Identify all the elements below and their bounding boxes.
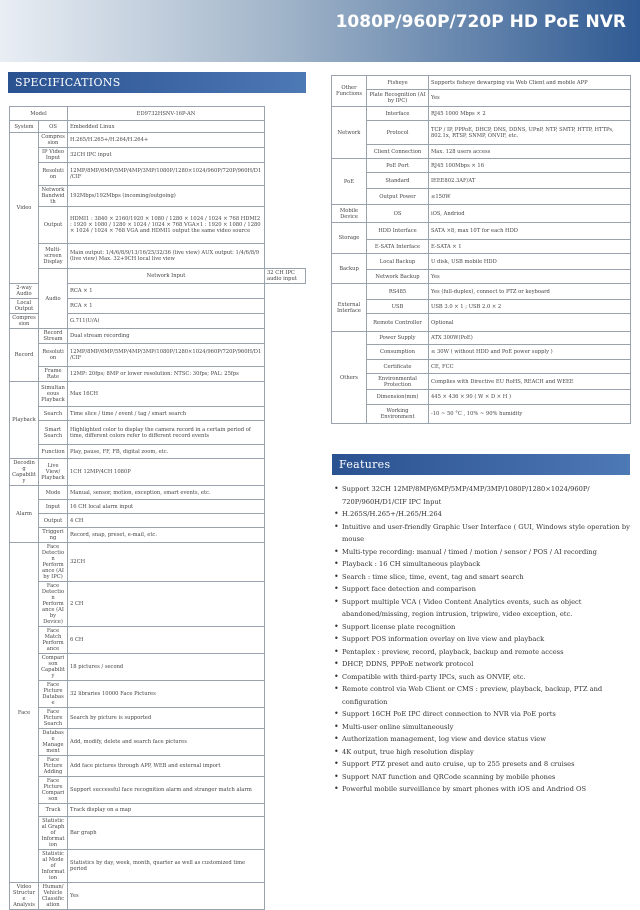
spec-row bbox=[10, 344, 306, 367]
spec-item-value: ≤150W bbox=[429, 189, 631, 205]
spec-item-value: RCA × 1 bbox=[68, 284, 265, 299]
features-list bbox=[333, 483, 631, 796]
spec-item-label: RS485 bbox=[367, 284, 429, 300]
spec-item-label: Compression bbox=[39, 133, 68, 148]
feature-item: • Intuitive and user-friendly Graphic User Interface ( GUI, Windows style operation by mouse bbox=[333, 521, 631, 546]
spec-item-label: Face Detection Performance (AI by Device) bbox=[39, 582, 68, 627]
spec-row bbox=[10, 804, 306, 817]
spec-item-label: Face Picture Adding bbox=[39, 756, 68, 777]
spec-item-value: TCP / IP, PPPoE, DHCP, DNS, DDNS, UPnP, NTP, SMTP, HTTP, HTTPs, 802.1x, RTSP, SNMP, ONVIF, etc. bbox=[429, 121, 631, 145]
spec-row bbox=[332, 284, 631, 300]
specifications-heading: SPECIFICATIONS bbox=[8, 72, 306, 93]
spec-item-value: Main output: 1/4/6/8/9/13/16/25/32/36 (live view) AUX output: 1/4/6/8/9 (live view) Max. 32+9CH local live view bbox=[68, 244, 265, 269]
spec-item-value: Complies with Directive EU RoHS, REACH and WEEE bbox=[429, 374, 631, 390]
spec-item-value: H.265/H.265+/H.264/H.264+ bbox=[68, 133, 265, 148]
spec-row bbox=[332, 360, 631, 374]
spec-item-value: Search by picture is supported bbox=[68, 708, 265, 729]
spec-item-label: Protocol bbox=[367, 121, 429, 145]
spec-item-value: -10 ~ 50 °C , 10% ~ 90% humidity bbox=[429, 405, 631, 424]
spec-group-label: Video Structure Analysis bbox=[10, 883, 39, 910]
spec-item-label: Face Picture Search bbox=[39, 708, 68, 729]
spec-item-value: Optional bbox=[429, 314, 631, 332]
spec-item-label: Record Stream bbox=[39, 329, 68, 344]
spec-item-label: Face Match Performance bbox=[39, 627, 68, 654]
spec-row bbox=[10, 407, 306, 421]
features-heading: Features bbox=[332, 454, 630, 475]
model-label: Model bbox=[10, 107, 68, 121]
spec-item-value: HDMI1 : 3840 × 2160/1920 × 1080 / 1280 × 1024 / 1024 × 768 HDMI2 : 1920 × 1080 / 1280 × 1024 / 1024 × 768 VGA×1 : 1920 × 1080 / 1280 × 1024 / 1024 × 768 VGA and HDMI1 output the same video source bbox=[68, 207, 265, 244]
spec-item-value: 32CH bbox=[68, 543, 265, 582]
spec-item-label: Face Picture Database bbox=[39, 681, 68, 708]
spec-item-label: Interface bbox=[367, 107, 429, 121]
spec-item-value: 6 CH bbox=[68, 627, 265, 654]
feature-item: • H.265S/H.265+/H.265/H.264 bbox=[333, 508, 631, 521]
spec-row bbox=[332, 107, 631, 121]
spec-item-value: iOS, Andriod bbox=[429, 205, 631, 223]
spec-row bbox=[332, 345, 631, 360]
spec-item-value: Record, snap, preset, e-mail, etc. bbox=[68, 528, 265, 543]
spec-item-label: Resolution bbox=[39, 344, 68, 367]
spec-item-value: 32CH IPC input bbox=[68, 148, 265, 163]
spec-row bbox=[10, 729, 306, 756]
feature-item: • Compatible with third-party IPCs, such as ONVIF, etc. bbox=[333, 671, 631, 684]
spec-item-label: Environmental Protection bbox=[367, 374, 429, 390]
spec-item-label: Client Connection bbox=[367, 145, 429, 159]
spec-group-label: Decoding Capability bbox=[10, 459, 39, 486]
spec-item-value: Manual, sensor, motion, exception, smart events, etc. bbox=[68, 486, 265, 500]
spec-item-value: RJ45 100Mbps × 16 bbox=[429, 159, 631, 173]
spec-item-value: 12MP: 20fps; 8MP or lower resolution: NTSC: 30fps; PAL: 25fps bbox=[68, 367, 265, 382]
spec-item-label: Face Picture Comparison bbox=[39, 777, 68, 804]
spec-item-value: Yes (full-duplex), connect to PTZ or keyboard bbox=[429, 284, 631, 300]
specifications-table bbox=[9, 106, 306, 910]
spec-item-value: IEEE802.3AF/AT bbox=[429, 173, 631, 189]
spec-item-value: 32 libraries 10000 Face Pictures bbox=[68, 681, 265, 708]
spec-item-label: Input bbox=[39, 500, 68, 514]
spec-item-value: Statistics by day, week, month, quarter as well as customized time period bbox=[68, 850, 265, 883]
spec-row bbox=[10, 777, 306, 804]
spec-item-value: 2 CH bbox=[68, 582, 265, 627]
feature-item: • Support PTZ preset and auto cruise, up to 255 presets and 8 cruises bbox=[333, 758, 631, 771]
spec-row bbox=[332, 145, 631, 159]
spec-group-label: Other Functions bbox=[332, 76, 367, 107]
spec-item-label: Statistical Graph of Information bbox=[39, 817, 68, 850]
spec-item-label: Function bbox=[39, 445, 68, 459]
spec-item-value: Yes bbox=[68, 883, 265, 910]
feature-item: • Remote control via Web Client or CMS : preview, playback, backup, PTZ and configuration bbox=[333, 683, 631, 708]
spec-row bbox=[10, 883, 306, 910]
spec-item-label: Track bbox=[39, 804, 68, 817]
model-row bbox=[10, 107, 306, 121]
spec-group-label: Alarm bbox=[10, 486, 39, 543]
spec-item-label: Network Bandwidth bbox=[39, 186, 68, 207]
spec-item-value: 4 CH bbox=[68, 514, 265, 528]
spec-item-label: Dimension(mm) bbox=[367, 390, 429, 405]
spec-row bbox=[10, 654, 306, 681]
feature-item: • Support face detection and comparison bbox=[333, 583, 631, 596]
spec-row bbox=[10, 382, 306, 407]
spec-item-label: Output bbox=[39, 514, 68, 528]
spec-row bbox=[10, 163, 306, 186]
feature-item: • Authorization management, log view and device status view bbox=[333, 733, 631, 746]
spec-row bbox=[10, 269, 306, 284]
spec-item-value: Track display on a map bbox=[68, 804, 265, 817]
spec-row bbox=[332, 76, 631, 90]
spec-item-value: CE, FCC bbox=[429, 360, 631, 374]
spec-group-label: Mobile Device bbox=[332, 205, 367, 223]
spec-group-label: Audio bbox=[39, 269, 68, 329]
spec-row bbox=[10, 445, 306, 459]
feature-item: • Powerful mobile surveillance by smart phones with iOS and Andriod OS bbox=[333, 783, 631, 796]
spec-item-value: 12MP/8MP/6MP/5MP/4MP/3MP/1080P/1280×1024/960P/720P/960H/D1/CIF bbox=[68, 163, 265, 186]
spec-item-value: 1CH 12MP/4CH 1080P bbox=[68, 459, 265, 486]
spec-row bbox=[10, 817, 306, 850]
spec-row bbox=[332, 254, 631, 270]
spec-item-label: Frame Rate bbox=[39, 367, 68, 382]
spec-row bbox=[10, 207, 306, 244]
feature-item: • Support multiple VCA ( Video Content Analytics events, such as object abandoned/missing, region intrusion, tripwire, video exception, etc. bbox=[333, 596, 631, 621]
spec-group-label: Others bbox=[332, 332, 367, 424]
spec-row bbox=[332, 390, 631, 405]
spec-item-label: Output Power bbox=[367, 189, 429, 205]
spec-group-label: Storage bbox=[332, 223, 367, 254]
spec-row bbox=[10, 121, 306, 133]
spec-item-label: IP Video Input bbox=[39, 148, 68, 163]
product-title: 1080P/960P/720P HD PoE NVR bbox=[335, 12, 626, 32]
spec-group-label: System bbox=[10, 121, 39, 133]
spec-item-value: 18 pictures / second bbox=[68, 654, 265, 681]
feature-item: • Playback : 16 CH simultaneous playback bbox=[333, 558, 631, 571]
spec-item-label: Consumption bbox=[367, 345, 429, 360]
spec-row bbox=[10, 329, 306, 344]
spec-row bbox=[10, 514, 306, 528]
spec-item-value: RCA × 1 bbox=[68, 299, 265, 314]
spec-row bbox=[10, 708, 306, 729]
spec-item-value: Add, modify, delete and search face pictures bbox=[68, 729, 265, 756]
spec-item-value: Supports fisheye dewarping via Web Client and mobile APP bbox=[429, 76, 631, 90]
spec-item-label: Search bbox=[39, 407, 68, 421]
spec-item-label: Power Supply bbox=[367, 332, 429, 345]
spec-item-label: Comparison Capability bbox=[39, 654, 68, 681]
spec-group-label: PoE bbox=[332, 159, 367, 205]
spec-item-label: Database Management bbox=[39, 729, 68, 756]
spec-item-label: Working Environment bbox=[367, 405, 429, 424]
spec-item-value: E-SATA × 1 bbox=[429, 240, 631, 254]
spec-row bbox=[10, 186, 306, 207]
spec-item-label: Resolution bbox=[39, 163, 68, 186]
spec-row bbox=[332, 240, 631, 254]
spec-item-label: Local Backup bbox=[367, 254, 429, 270]
feature-item: • Support 16CH PoE IPC direct connection to NVR via PoE ports bbox=[333, 708, 631, 721]
feature-item: • Support POS information overlay on live view and playback bbox=[333, 633, 631, 646]
spec-row bbox=[332, 205, 631, 223]
spec-item-label: PoE Port bbox=[367, 159, 429, 173]
model-value: ED9732HSNV-16P-AN bbox=[68, 107, 265, 121]
spec-group-label: Backup bbox=[332, 254, 367, 284]
spec-item-value: USB 3.0 × 1 ; USB 2.0 × 2 bbox=[429, 300, 631, 314]
feature-item: • Search : time slice, time, event, tag and smart search bbox=[333, 571, 631, 584]
spec-row bbox=[10, 528, 306, 543]
spec-row bbox=[332, 300, 631, 314]
spec-item-value: Yes bbox=[429, 270, 631, 284]
spec-item-label: Triggering bbox=[39, 528, 68, 543]
spec-item-label: Live View/ Playback bbox=[39, 459, 68, 486]
spec-item-label: OS bbox=[367, 205, 429, 223]
spec-row bbox=[332, 189, 631, 205]
spec-item-value: Highlighted color to display the camera record in a certain period of time, different colors refer to different record events bbox=[68, 421, 265, 445]
feature-item: • Multi-user online simultaneously bbox=[333, 721, 631, 734]
spec-item-value: 192Mbps/192Mbps (incoming/outgoing) bbox=[68, 186, 265, 207]
spec-item-label: Network Backup bbox=[367, 270, 429, 284]
spec-group-label: Playback bbox=[10, 382, 39, 459]
spec-row bbox=[10, 756, 306, 777]
spec-row bbox=[10, 148, 306, 163]
spec-item-value: Time slice / time / event / tag / smart search bbox=[68, 407, 265, 421]
spec-group-label: External Interface bbox=[332, 284, 367, 332]
spec-row bbox=[332, 314, 631, 332]
feature-item: • 4K output, true high resolution display bbox=[333, 746, 631, 759]
feature-item: • Pentaplex : preview, record, playback, backup and remote access bbox=[333, 646, 631, 659]
spec-row bbox=[10, 367, 306, 382]
spec-item-value: Max 16CH bbox=[68, 382, 265, 407]
spec-item-value: Play, pause, FF, FB, digital zoom, etc. bbox=[68, 445, 265, 459]
spec-item-label: Simultaneous Playback bbox=[39, 382, 68, 407]
feature-item: • Support NAT function and QRCode scanning by mobile phones bbox=[333, 771, 631, 784]
spec-row bbox=[10, 582, 306, 627]
spec-row bbox=[10, 133, 306, 148]
spec-row bbox=[10, 421, 306, 445]
spec-row bbox=[332, 374, 631, 390]
spec-item-label: Human/Vehicle Classification bbox=[39, 883, 68, 910]
spec-item-value: 445 × 436 × 90 ( W × D × H ) bbox=[429, 390, 631, 405]
spec-item-value: 16 CH local alarm input bbox=[68, 500, 265, 514]
spec-row bbox=[10, 486, 306, 500]
spec-item-value: Dual stream recording bbox=[68, 329, 265, 344]
page-header bbox=[0, 0, 640, 62]
spec-row bbox=[332, 121, 631, 145]
spec-row bbox=[10, 627, 306, 654]
spec-item-label: Plate Recognition (AI by IPC) bbox=[367, 90, 429, 107]
spec-item-value: ≤ 30W ( without HDD and PoE power supply ) bbox=[429, 345, 631, 360]
spec-item-value: G.711(U/A) bbox=[68, 314, 265, 329]
spec-row bbox=[332, 405, 631, 424]
spec-item-label: Fisheye bbox=[367, 76, 429, 90]
spec-item-label: Output bbox=[39, 207, 68, 244]
spec-item-value: ATX 300W(PoE) bbox=[429, 332, 631, 345]
spec-item-value: Add face pictures through APP, WEB and external import bbox=[68, 756, 265, 777]
spec-item-label: USB bbox=[367, 300, 429, 314]
spec-row bbox=[332, 90, 631, 107]
spec-item-label: Smart Search bbox=[39, 421, 68, 445]
spec-item-value: Bar graph bbox=[68, 817, 265, 850]
spec-item-value: 12MP/8MP/6MP/5MP/4MP/3MP/1080P/1280×1024/960P/720P/960H/D1/CIF bbox=[68, 344, 265, 367]
spec-item-label: Local Output bbox=[10, 299, 39, 314]
spec-item-value: SATA ×8, max 10T for each HDD bbox=[429, 223, 631, 240]
spec-item-label: E-SATA Interface bbox=[367, 240, 429, 254]
spec-item-value: Yes bbox=[429, 90, 631, 107]
spec-row bbox=[10, 543, 306, 582]
spec-group-label: Video bbox=[10, 133, 39, 284]
spec-item-label: OS bbox=[39, 121, 68, 133]
spec-group-label: Network bbox=[332, 107, 367, 159]
feature-item: • Support license plate recognition bbox=[333, 621, 631, 634]
spec-item-label: 2-way Audio bbox=[10, 284, 39, 299]
spec-row bbox=[332, 159, 631, 173]
spec-row bbox=[10, 500, 306, 514]
spec-row bbox=[332, 332, 631, 345]
feature-item: • Multi-type recording: manual / timed / motion / sensor / POS / AI recording bbox=[333, 546, 631, 559]
spec-item-label: Face Detection Performance (AI by IPC) bbox=[39, 543, 68, 582]
spec-row bbox=[10, 244, 306, 269]
spec-item-label: Certificate bbox=[367, 360, 429, 374]
spec-row bbox=[10, 681, 306, 708]
spec-item-label: Multi-screen Display bbox=[39, 244, 68, 269]
spec-item-value: U disk, USB mobile HDD bbox=[429, 254, 631, 270]
spec-item-value: RJ45 1000 Mbps × 2 bbox=[429, 107, 631, 121]
feature-item: • Support 32CH 12MP/8MP/6MP/5MP/4MP/3MP/1080P/1280×1024/960P/ 720P/960H/D1/CIF IPC Input bbox=[333, 483, 631, 508]
spec-row bbox=[10, 850, 306, 883]
spec-group-label: Face bbox=[10, 543, 39, 883]
spec-item-value: Support successful face recognition alarm and stranger match alarm bbox=[68, 777, 265, 804]
spec-item-label: Network Input bbox=[68, 269, 265, 284]
spec-row bbox=[10, 459, 306, 486]
spec-item-label: Mode bbox=[39, 486, 68, 500]
feature-item: • DHCP, DDNS, PPPoE network protocol bbox=[333, 658, 631, 671]
spec-row bbox=[332, 223, 631, 240]
spec-row bbox=[332, 173, 631, 189]
spec-item-label: Standard bbox=[367, 173, 429, 189]
spec-item-value: Embedded Linux bbox=[68, 121, 265, 133]
spec-group-label: Record bbox=[10, 329, 39, 382]
spec-item-label: HDD Interface bbox=[367, 223, 429, 240]
spec-item-value: 32 CH IPC audio input bbox=[265, 269, 306, 284]
spec-item-value: Max. 128 users access bbox=[429, 145, 631, 159]
spec-item-label: Compression bbox=[10, 314, 39, 329]
spec-item-label: Remote Controller bbox=[367, 314, 429, 332]
spec-row bbox=[332, 270, 631, 284]
spec-item-label: Statistical Mode of Information bbox=[39, 850, 68, 883]
specifications-table-continued bbox=[331, 75, 631, 424]
